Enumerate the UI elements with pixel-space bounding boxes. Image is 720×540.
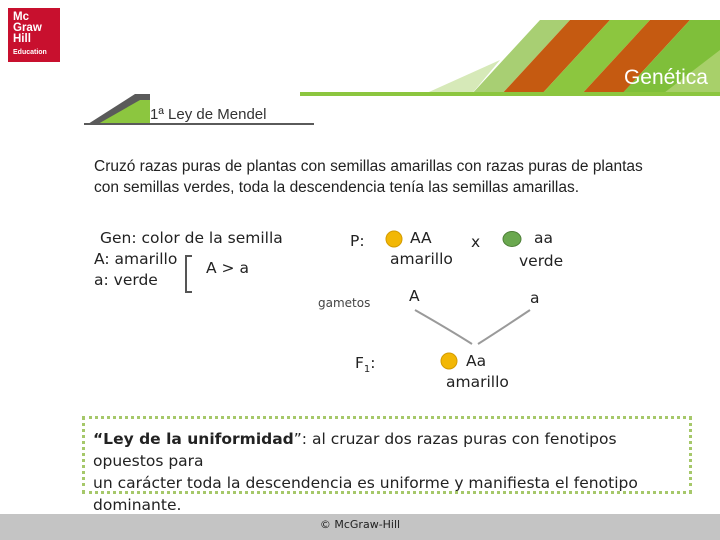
- dominance-relation: A > a: [206, 259, 249, 277]
- intro-line: con semillas verdes, toda la descendencia tenía las semillas amarillas.: [94, 179, 580, 196]
- yellow-seed-icon: [384, 229, 404, 249]
- f1-letter: F: [355, 354, 364, 372]
- f1-label: [355, 354, 376, 375]
- gametes-label: gametos: [318, 296, 371, 310]
- parent1-phenotype: amarillo: [390, 250, 453, 268]
- logo-line: Education: [13, 49, 47, 56]
- section-label: 1ª Ley de Mendel: [150, 106, 267, 123]
- gamete-dominant: A: [409, 287, 420, 305]
- logo-line: Graw: [13, 22, 42, 34]
- allele-recessive: a: verde: [94, 271, 158, 289]
- intro-line: Cruzó razas puras de plantas con semillas amarillas con razas puras de plantas: [94, 158, 643, 175]
- logo-line: Hill: [13, 33, 31, 45]
- parent1-genotype: AA: [410, 229, 432, 247]
- f1-subscript: 1: [363, 364, 371, 376]
- f1-phenotype: amarillo: [446, 373, 509, 391]
- yellow-seed-icon: [439, 351, 459, 371]
- law-text: ”: al cruzar dos razas puras con fenotipos opuestos para: [93, 430, 617, 470]
- allele-dominant: A: amarillo: [94, 250, 178, 268]
- parent2-genotype: aa: [534, 229, 553, 247]
- law-box: [82, 416, 692, 514]
- p-label: P:: [350, 232, 365, 250]
- law-line-1: [93, 428, 681, 472]
- gene-title: Gen: color de la semilla: [100, 229, 283, 247]
- header-title: Genética: [623, 66, 708, 89]
- f1-genotype: Aa: [466, 352, 487, 370]
- f1-colon: :: [370, 354, 376, 372]
- gamete-recessive: a: [530, 289, 540, 307]
- logo-line: Mc: [13, 11, 29, 23]
- footer-copyright: © McGraw-Hill: [319, 518, 401, 531]
- law-title: “Ley de la uniformidad: [93, 430, 294, 448]
- parent2-phenotype: verde: [519, 252, 564, 270]
- green-seed-icon: [501, 229, 523, 249]
- law-line-2: un carácter toda la descendencia es uniforme y manifiesta el fenotipo dominante.: [93, 474, 638, 514]
- cross-symbol: x: [471, 233, 481, 251]
